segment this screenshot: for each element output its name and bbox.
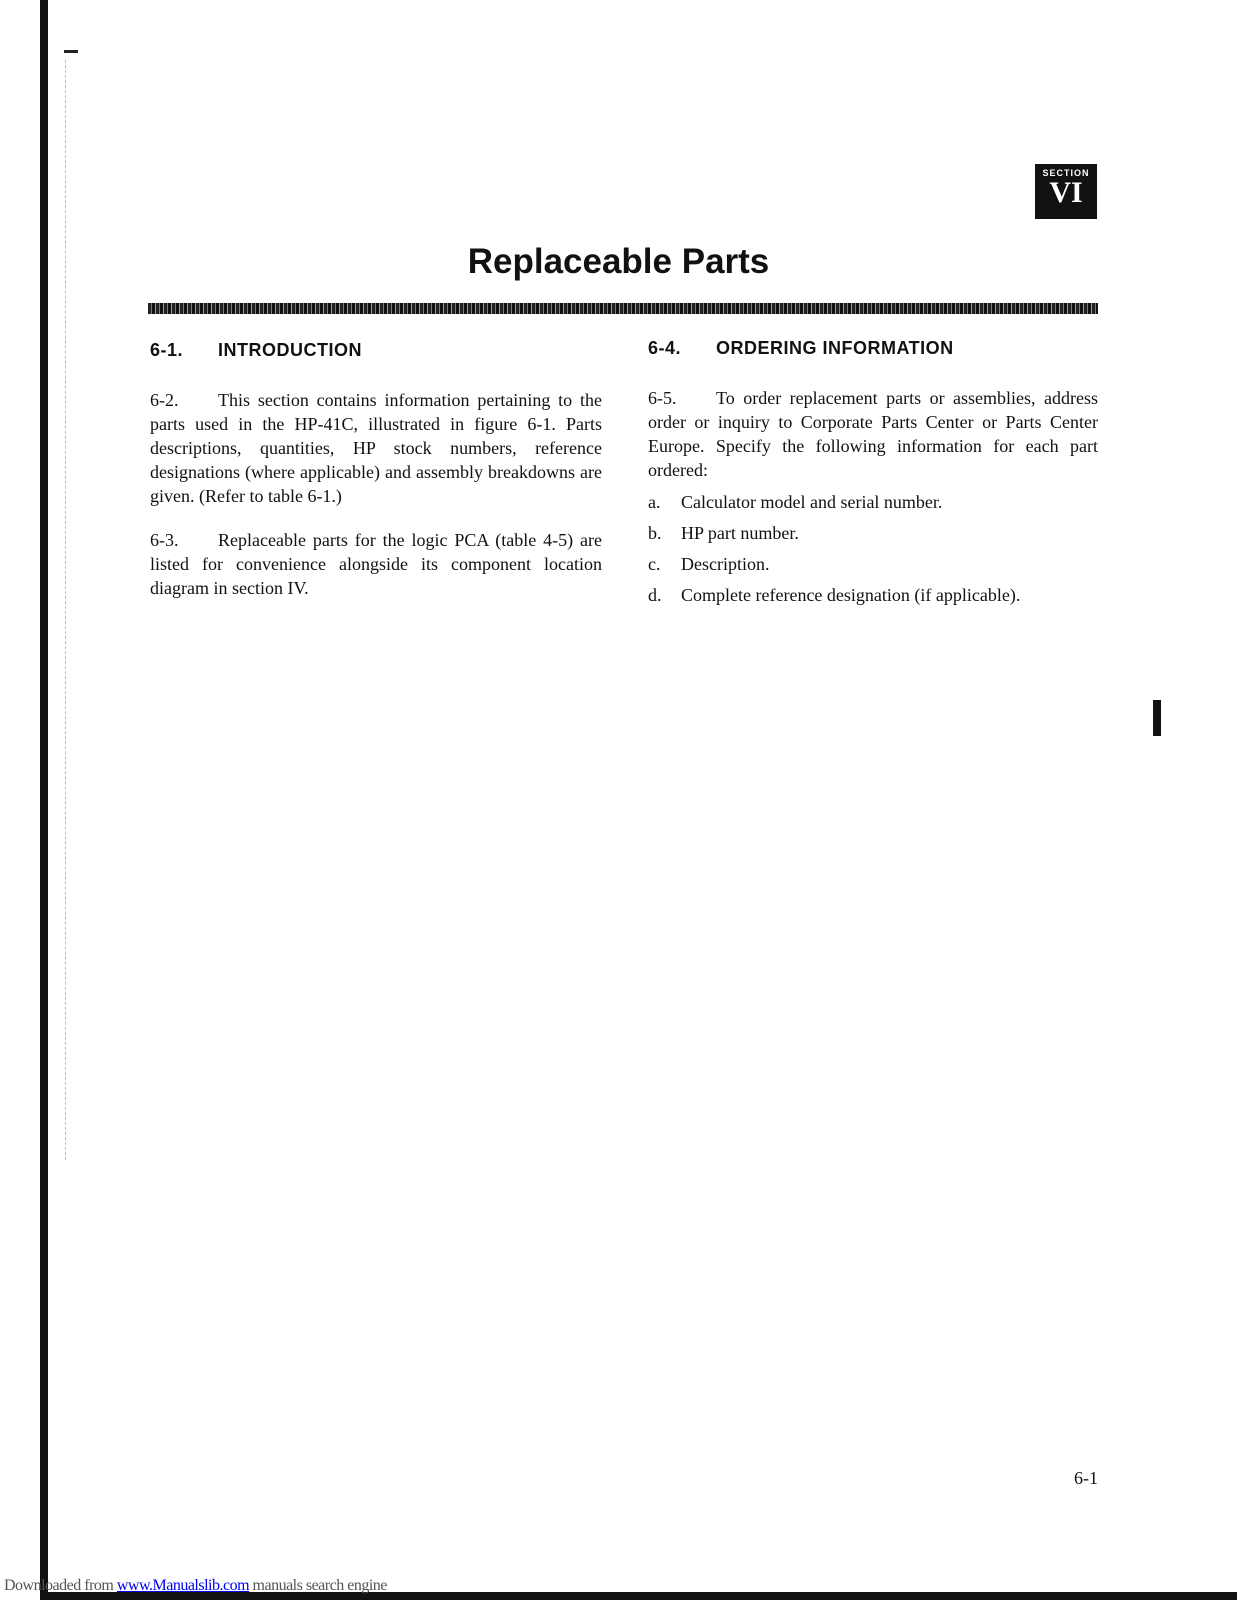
heading-text: ORDERING INFORMATION [716, 338, 954, 358]
section-badge-numeral: VI [1049, 176, 1083, 209]
title-rule [148, 303, 1098, 314]
list-item-letter: d. [648, 585, 662, 605]
manualslib-link[interactable]: www.Manualslib.com [116, 1577, 250, 1594]
list-item-text: Description. [681, 554, 770, 574]
side-mark [1153, 700, 1161, 736]
ordering-list [648, 492, 1108, 616]
section-badge [1035, 164, 1097, 219]
list-item [648, 492, 1108, 523]
list-item [648, 554, 1108, 585]
list-item-text: HP part number. [681, 523, 799, 543]
list-item-letter: a. [648, 492, 661, 512]
paragraph-number: 6-3. [150, 530, 179, 550]
paragraph-text: To order replacement parts or assemblies, address order or inquiry to Corporate Parts Center or Parts Center Europe. Specify the following information for each part ordered: [648, 388, 1098, 480]
page-title: Replaceable Parts [467, 242, 770, 281]
heading-introduction [150, 340, 362, 361]
paragraph-6-2 [150, 388, 602, 508]
list-item [648, 585, 1108, 616]
paragraph-number: 6-2. [150, 390, 179, 410]
footer-prefix: Downloaded from [4, 1577, 117, 1594]
heading-text: INTRODUCTION [218, 340, 362, 360]
list-item [648, 523, 1108, 554]
page-number: 6-1 [1074, 1468, 1098, 1488]
left-scan-rule [65, 60, 67, 1160]
heading-number: 6-1. [150, 340, 184, 360]
list-item-text: Complete reference designation (if applicable). [681, 585, 1021, 605]
section-badge-label: SECTION [1042, 168, 1090, 178]
paragraph-text: This section contains information pertaining to the parts used in the HP-41C, illustrated in figure 6-1. Parts descriptions, quantities, HP stock numbers, reference designations (where applicable) and assembly breakdowns are given. (Refer to table 6-1.) [150, 390, 602, 506]
heading-number: 6-4. [648, 338, 682, 358]
left-scan-border [40, 0, 48, 1600]
footer-suffix: manuals search engine [249, 1577, 387, 1594]
download-footer [4, 1577, 387, 1595]
paragraph-number: 6-5. [648, 388, 677, 408]
paragraph-6-5 [648, 386, 1098, 482]
paragraph-6-3 [150, 528, 602, 600]
paragraph-text: Replaceable parts for the logic PCA (table 4-5) are listed for convenience alongside its component location diagram in section IV. [150, 530, 602, 598]
list-item-letter: c. [648, 554, 661, 574]
corner-mark [64, 50, 78, 53]
heading-ordering-information [648, 338, 954, 359]
list-item-text: Calculator model and serial number. [681, 492, 943, 512]
list-item-letter: b. [648, 523, 662, 543]
